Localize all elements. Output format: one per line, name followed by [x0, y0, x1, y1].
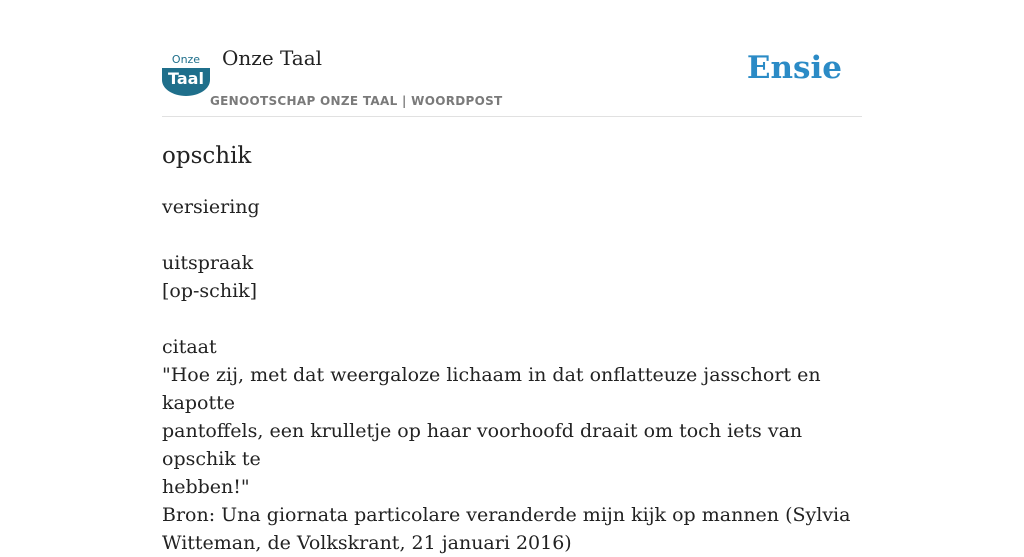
quote-line: pantoffels, een krulletje op haar voorhoofd draait om toch iets van opschik te [162, 420, 803, 470]
entry-content [162, 141, 862, 557]
spacer [162, 305, 862, 333]
dictionary-card [162, 40, 862, 557]
quote-line: hebben!" [162, 476, 250, 498]
entry-title: opschik [162, 143, 252, 169]
ensie-brand-link[interactable]: Ensie [746, 50, 842, 86]
site-name[interactable]: Onze Taal [222, 46, 323, 70]
card-header [162, 40, 862, 117]
quote-label: citaat [162, 336, 217, 358]
entry-definition: versiering [162, 196, 260, 218]
logo-top-text: Onze [171, 53, 201, 66]
site-subtitle: GENOOTSCHAP ONZE TAAL | WOORDPOST [210, 94, 503, 108]
quote-line: "Hoe zij, met dat weergaloze lichaam in dat onflatteuze jasschort en kapotte [162, 364, 821, 414]
spacer [162, 221, 862, 249]
logo-bottom-text: Taal [168, 69, 204, 88]
pronunciation-value: [op-schik] [162, 280, 258, 302]
onze-taal-logo[interactable] [162, 52, 210, 96]
source-line: Witteman, de Volkskrant, 21 januari 2016) [162, 532, 572, 554]
source-line: Bron: Una giornata particolare veranderde mijn kijk op mannen (Sylvia [162, 504, 851, 526]
pronunciation-label: uitspraak [162, 252, 254, 274]
